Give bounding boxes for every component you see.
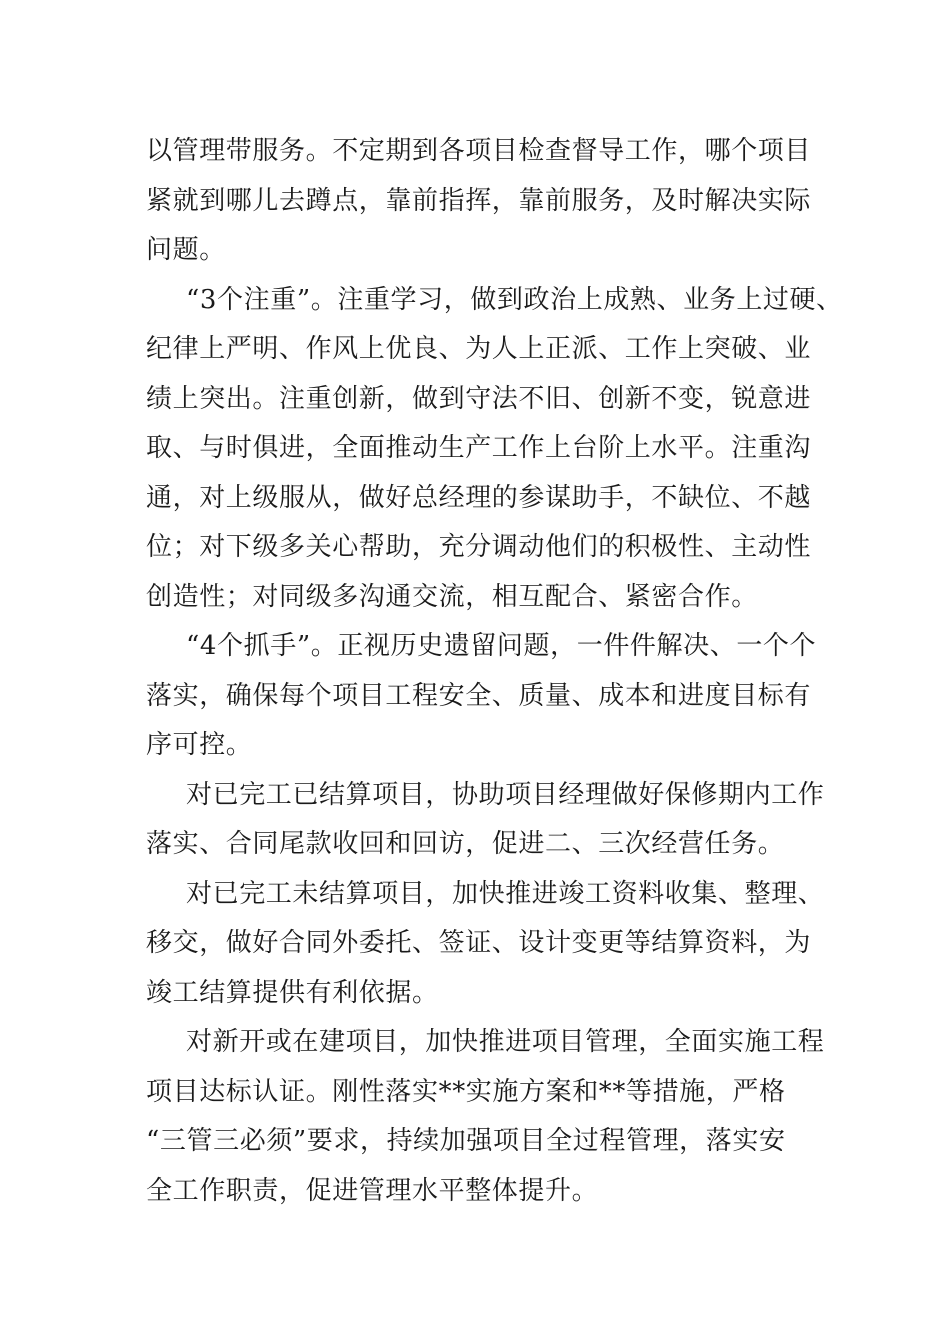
text-line: 紧就到哪儿去蹲点，靠前指挥，靠前服务，及时解决实际: [146, 185, 812, 216]
text-line: “4个抓手”。正视历史遗留问题，一件件解决、一个个: [186, 631, 817, 661]
text-line: 竣工结算提供有利依据。: [146, 977, 439, 1008]
text-line: 绩上突出。注重创新，做到守法不旧、创新不变，锐意进: [146, 383, 812, 414]
text-line: 问题。: [146, 235, 226, 265]
text-line: 对已完工已结算项目，协助项目经理做好保修期内工作: [186, 779, 825, 810]
paragraph-four-handles: [146, 622, 817, 771]
text-line: 对新开或在建项目，加快推进项目管理，全面实施工程: [186, 1027, 825, 1057]
text-line: 全工作职责，促进管理水平整体提升。: [146, 1175, 599, 1206]
paragraph-settled-projects: [146, 771, 825, 870]
text-line: 序可控。: [146, 730, 253, 760]
paragraph-continuation: [146, 127, 814, 276]
text-line: 落实、合同尾款收回和回访，促进二、三次经营任务。: [146, 829, 785, 859]
text-line: 移交，做好合同外委托、签证、设计变更等结算资料，为: [146, 928, 812, 958]
text-line: 通，对上级服从，做好总经理的参谋助手，不缺位、不越: [146, 482, 812, 513]
paragraph-three-emphases: [146, 276, 843, 623]
text-line: 落实，确保每个项目工程安全、质量、成本和进度目标有: [146, 680, 812, 711]
text-line: 创造性；对同级多沟通交流，相互配合、紧密合作。: [146, 581, 758, 612]
text-line: 以管理带服务。不定期到各项目检查督导工作，哪个项目: [146, 136, 812, 166]
paragraph-new-projects: [146, 1018, 825, 1216]
text-line: 对已完工未结算项目，加快推进竣工资料收集、整理、: [186, 878, 825, 909]
text-line: “3个注重”。注重学习，做到政治上成熟、业务上过硬、: [186, 284, 843, 315]
text-line: 位；对下级多关心帮助，充分调动他们的积极性、主动性: [146, 532, 812, 562]
text-line: 项目达标认证。刚性落实**实施方案和**等措施，严格: [146, 1076, 786, 1107]
text-line: “三管三必须”要求，持续加强项目全过程管理，落实安: [146, 1126, 786, 1156]
document-body: [146, 127, 843, 1216]
paragraph-unsettled-projects: [146, 870, 825, 1019]
text-line: 纪律上严明、作风上优良、为人上正派、工作上突破、业: [146, 334, 812, 364]
text-line: 取、与时俱进，全面推动生产工作上台阶上水平。注重沟: [146, 433, 812, 463]
